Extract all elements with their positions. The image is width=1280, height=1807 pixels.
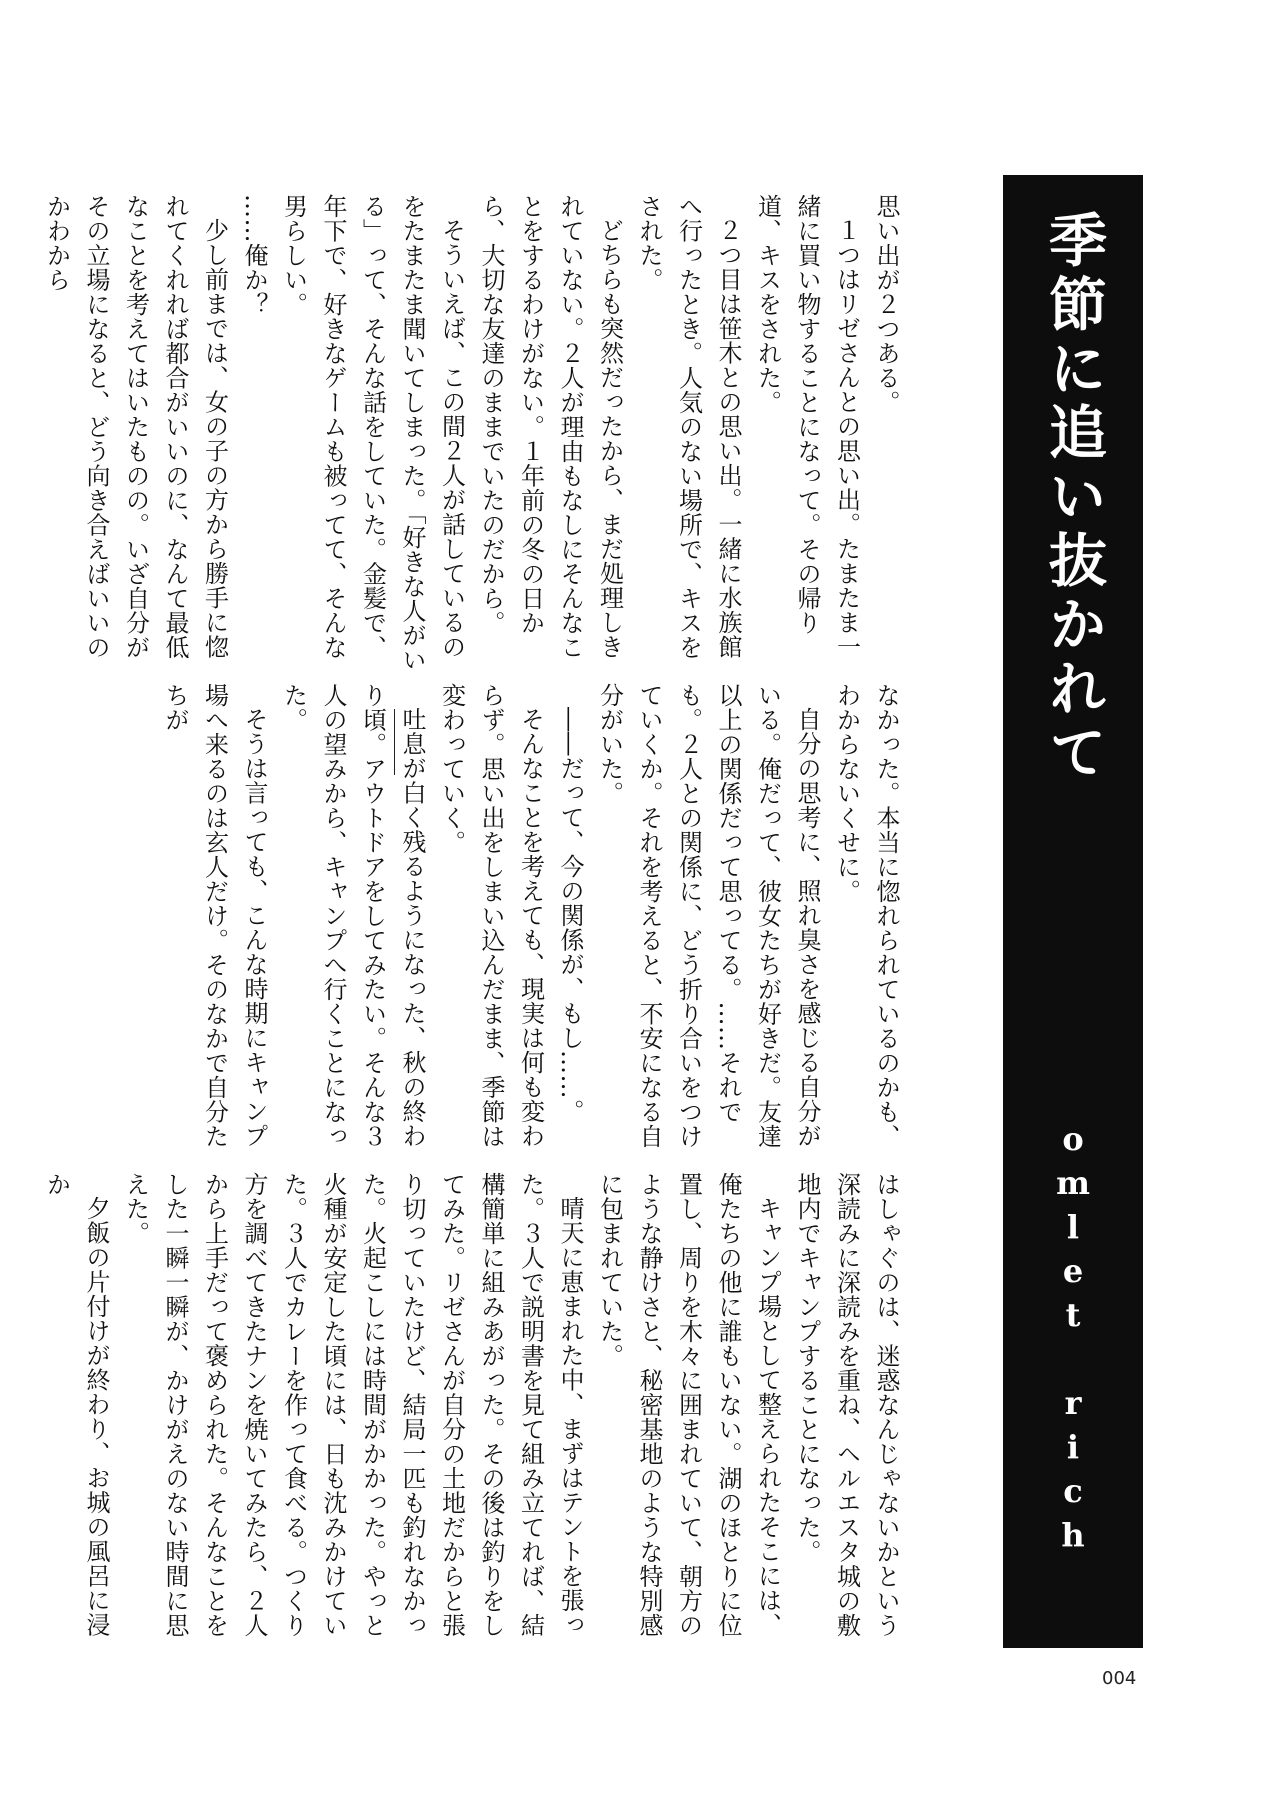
- paragraph: 吐息が白く残るようになった、秋の終わり頃。アウトドアをしてみたい。そんな３人の望みから、キャンプへ行くことになった。: [279, 683, 426, 1149]
- paragraph: そんなことを考えても、現実は何も変わらず。思い出をしまい込んだまま、季節は変わっていく。: [437, 683, 545, 1149]
- text-tier-bottom: [42, 1172, 905, 1657]
- paragraph: キャンプ場として整えられたそこには、俺たちの他に誰もいない。湖のほとりに位置し、周りを木々に囲まれていて、朝方のような静けさと、秘密基地のような特別感に包まれていた。: [595, 1172, 782, 1638]
- text-tier-middle: [145, 683, 905, 1168]
- author-name: omlet rich: [1054, 1120, 1092, 1560]
- paragraph: はしゃぐのは、迷惑なんじゃないかという深読みに深読みを重ね、ヘルエスタ城の敷地内でキャンプすることになった。: [793, 1172, 900, 1638]
- paragraph: 夕飯の片付けが終わり、お城の風呂に浸か: [42, 1172, 110, 1637]
- paragraph: 自分の思考に、照れ臭さを感じる自分がいる。俺だって、彼女たちが好きだ。友達以上の関係だって思ってる。……それでも。２人との関係に、どう折り合いをつけていくか。それを考えると、不安になる自分がいた。: [595, 683, 821, 1149]
- text-tier-top: [42, 194, 905, 679]
- paragraph: １つはリゼさんとの思い出。たまたま一緒に買い物することになって。その帰り道、キスをされた。: [753, 194, 861, 659]
- page-number: 004: [1102, 1668, 1137, 1689]
- paragraph: 思い出が２つある。: [872, 194, 900, 415]
- paragraph: ――だって、今の関係が、もし……。: [556, 707, 584, 1124]
- paragraph: 少し前までは、女の子の方から勝手に惚れてくれれば都合がいいのに、なんて最低なことを考えてはいたものの。いざ自分がその立場になると、どう向き合えばいいのかわから: [42, 194, 229, 660]
- paragraph: なかった。本当に惚れられているのかも、わからないくせに。: [832, 683, 900, 1149]
- paragraph: ……俺か？: [240, 194, 268, 317]
- scene-break-divider: [394, 709, 395, 775]
- story-title: 季節に追い抜かれて: [1039, 210, 1107, 786]
- paragraph: そうは言っても、こんな時期にキャンプ場へ来るのは玄人だけ。そのなかで自分たちが: [161, 683, 268, 1149]
- title-bar: [1003, 175, 1143, 1648]
- paragraph: ２つ目は笹木との思い出。一緒に水族館へ行ったとき。人気のない場所で、キスをされた。: [635, 194, 742, 660]
- paragraph: 晴天に恵まれた中、まずはテントを張った。３人で説明書を見て組み立てれば、結構簡単に組みあがった。その後は釣りをしてみた。リゼさんが自分の土地だからと張り切っていたけど、結局一匹も釣れなかった。火起こしには時間がかかった。やっと火種が安定した頃には、日も沈みかけていた。３人でカレーを作って食べる。つくり方を調べてきたナンを焼いてみたら、２人から上手だって褒められた。そんなことをした一瞬一瞬が、かけがえのない時間に思えた。: [121, 1172, 584, 1638]
- paragraph: どちらも突然だったから、まだ処理しきれていない。２人が理由もなしにそんなことをするわけがない。１年前の冬の日から、大切な友達のままでいたのだから。: [477, 194, 624, 660]
- paragraph: そういえば、この間２人が話しているのをたまたま聞いてしまった。「好きな人がいる」って、そんな話をしていた。金髪で、年下で、好きなゲームも被ってて、そんな男らしい。: [279, 194, 466, 672]
